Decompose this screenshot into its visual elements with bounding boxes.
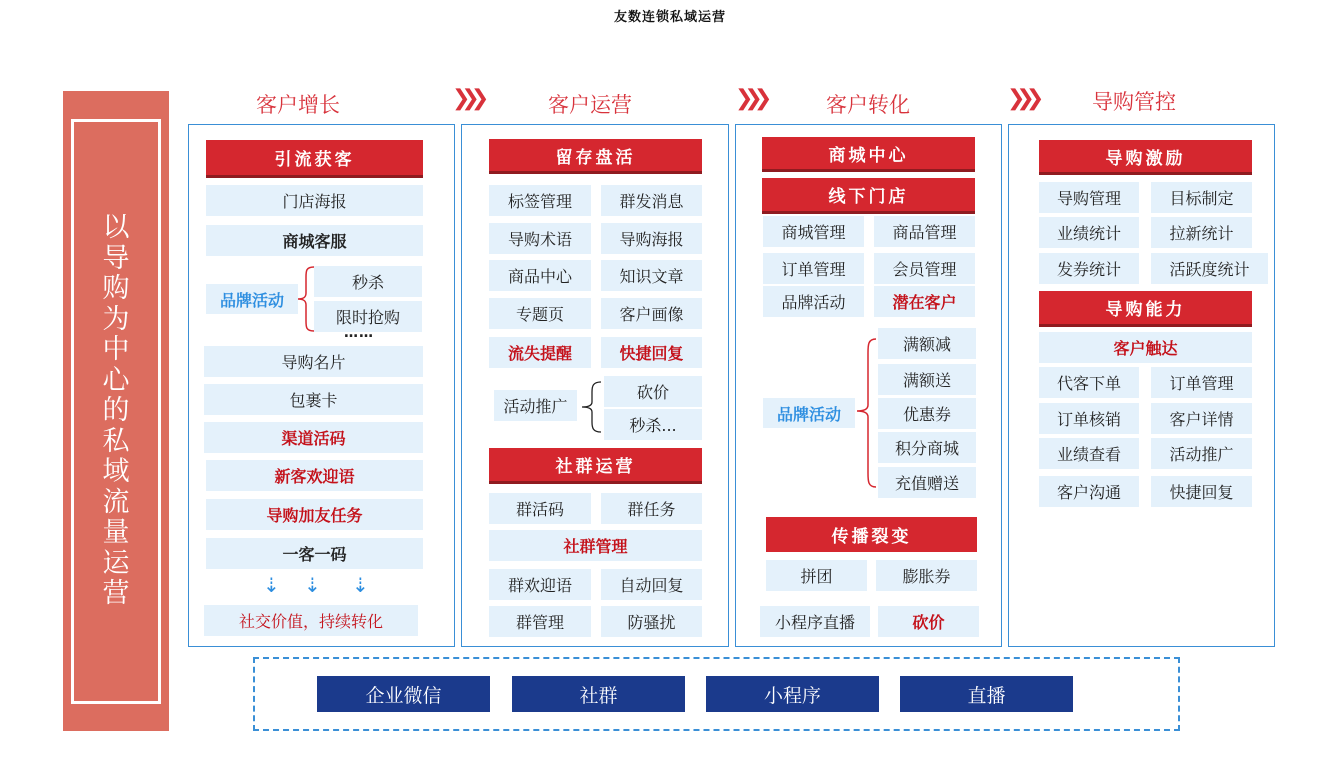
grid-cell: 流失提醒 — [489, 337, 591, 368]
list-item: 新客欢迎语 — [206, 460, 423, 491]
grid-cell: 群欢迎语 — [489, 569, 591, 600]
grid-cell: 商品管理 — [874, 216, 975, 247]
column-title-growth: 客户增长 — [256, 93, 340, 117]
panel-guide — [1008, 124, 1275, 647]
arrow-down-icon: ⇣ — [304, 573, 321, 597]
channel-miniprogram: 小程序 — [706, 676, 879, 712]
header-offline-store: 线下门店 — [762, 178, 975, 214]
chevron-right-icon: ❯❯❯ — [735, 86, 764, 111]
arrow-down-icon: ⇣ — [352, 573, 369, 597]
promo-label: 活动推广 — [494, 390, 577, 421]
grid-cell: 订单管理 — [763, 253, 864, 284]
grid-cell: 订单核销 — [1039, 403, 1139, 434]
chevron-right-icon: ❯❯❯ — [452, 86, 481, 111]
grid-cell: 客户沟通 — [1039, 476, 1139, 507]
list-item: 秒杀 — [314, 266, 422, 297]
grid-cell: 客户详情 — [1151, 403, 1252, 434]
column-title-guide: 导购管控 — [1092, 90, 1176, 114]
grid-cell: 活动推广 — [1151, 438, 1252, 469]
grid-cell: 拼团 — [766, 560, 867, 591]
grid-cell: 快捷回复 — [601, 337, 702, 368]
grid-cell: 群活码 — [489, 493, 591, 524]
customer-touch: 客户触达 — [1039, 332, 1252, 363]
header-mall-center: 商城中心 — [762, 137, 975, 172]
grid-cell: 群管理 — [489, 606, 591, 637]
grid-cell: 客户画像 — [601, 298, 702, 329]
header-guide-capability: 导购能力 — [1039, 291, 1252, 327]
grid-cell: 活跃度统计 — [1151, 253, 1268, 284]
grid-cell: 商城管理 — [763, 216, 864, 247]
grid-cell: 业绩查看 — [1039, 438, 1139, 469]
channel-community: 社群 — [512, 676, 685, 712]
column-title-conversion: 客户转化 — [826, 93, 910, 117]
list-item: 砍价 — [604, 376, 702, 407]
list-item: 限时抢购 — [314, 301, 422, 332]
column-title-operation: 客户运营 — [548, 93, 632, 117]
grid-cell: 发券统计 — [1039, 253, 1139, 284]
bracket-icon — [579, 380, 605, 434]
grid-cell: 防骚扰 — [601, 606, 702, 637]
panel-conversion — [735, 124, 1002, 647]
header-community: 社群运营 — [489, 448, 702, 484]
grid-cell: 商品中心 — [489, 260, 591, 291]
panel-growth — [188, 124, 455, 647]
header-guide-incentive: 导购激励 — [1039, 140, 1252, 175]
list-item: 满额送 — [878, 364, 976, 395]
grid-cell: 小程序直播 — [760, 606, 870, 637]
list-item: 一客一码 — [206, 538, 423, 569]
list-item: 导购加友任务 — [206, 499, 423, 530]
grid-cell: 群发消息 — [601, 185, 702, 216]
brand-activity-label: 品牌活动 — [206, 284, 298, 314]
grid-cell: 潜在客户 — [874, 286, 975, 317]
list-item: 满额减 — [878, 328, 976, 359]
header-viral: 传播裂变 — [766, 517, 977, 552]
arrow-down-icon: ⇣ — [263, 573, 280, 597]
list-item: 包裹卡 — [204, 384, 423, 415]
grid-cell: 自动回复 — [601, 569, 702, 600]
brand-activity-label: 品牌活动 — [763, 398, 855, 428]
grid-cell: 拉新统计 — [1151, 217, 1252, 248]
grid-cell: 膨胀券 — [876, 560, 977, 591]
list-item: 门店海报 — [206, 185, 423, 216]
page-title: 友数连锁私域运营 — [613, 10, 726, 25]
panel-operation — [461, 124, 729, 647]
grid-cell: 专题页 — [489, 298, 591, 329]
grid-cell: 业绩统计 — [1039, 217, 1139, 248]
side-banner-text: 以导购为中心的私域流量运营 — [102, 212, 130, 610]
bracket-icon — [854, 337, 880, 489]
grid-cell: 会员管理 — [874, 253, 975, 284]
grid-cell: 快捷回复 — [1151, 476, 1252, 507]
grid-cell: 群任务 — [601, 493, 702, 524]
header-lead-acquisition: 引流获客 — [206, 140, 423, 178]
side-banner-frame — [71, 119, 161, 704]
side-banner — [63, 91, 169, 731]
header-retention: 留存盘活 — [489, 139, 702, 174]
grid-cell: 导购管理 — [1039, 182, 1139, 213]
ellipsis: …… — [344, 325, 374, 341]
list-item: 渠道活码 — [204, 422, 423, 453]
grid-cell: 代客下单 — [1039, 367, 1139, 398]
footer-social-value: 社交价值，持续转化 — [204, 605, 418, 636]
channel-live: 直播 — [900, 676, 1073, 712]
list-item: 商城客服 — [206, 225, 423, 256]
grid-cell: 订单管理 — [1151, 367, 1252, 398]
grid-cell: 目标制定 — [1151, 182, 1252, 213]
grid-cell: 导购术语 — [489, 223, 591, 254]
list-item: 充值赠送 — [878, 467, 976, 498]
list-item: 优惠券 — [878, 398, 976, 429]
grid-cell: 知识文章 — [601, 260, 702, 291]
chevron-right-icon: ❯❯❯ — [1007, 86, 1036, 111]
list-item: 导购名片 — [204, 346, 423, 377]
grid-cell: 砍价 — [878, 606, 979, 637]
grid-cell: 品牌活动 — [763, 286, 864, 317]
grid-cell: 导购海报 — [601, 223, 702, 254]
list-item: 积分商城 — [878, 432, 976, 463]
community-management: 社群管理 — [489, 530, 702, 561]
grid-cell: 标签管理 — [489, 185, 591, 216]
list-item: 秒杀... — [604, 409, 702, 440]
channel-wecom: 企业微信 — [317, 676, 490, 712]
